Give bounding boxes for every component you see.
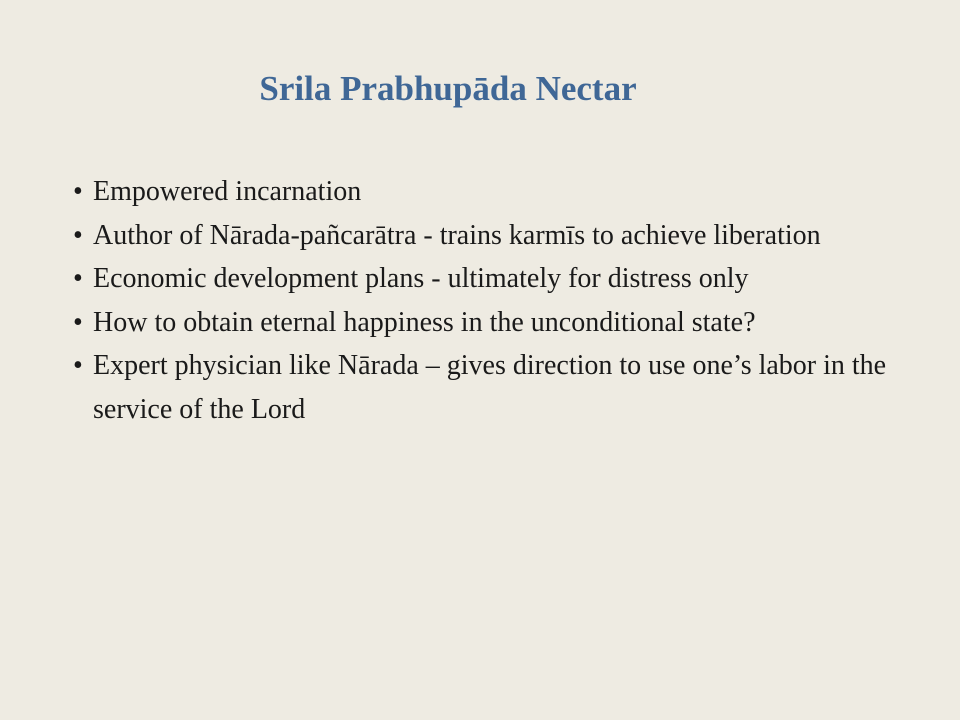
bullet-icon: • <box>73 176 83 207</box>
bullet-item <box>73 170 913 214</box>
bullet-icon: • <box>73 306 83 338</box>
bullet-list <box>73 170 913 431</box>
bullet-text: Economic development plans - ultimately for distress only <box>93 263 749 294</box>
bullet-text: Expert physician like Nārada – gives direction to use one’s labor in the service of the Lord <box>93 350 887 425</box>
bullet-item <box>73 344 913 431</box>
bullet-icon: • <box>73 263 83 294</box>
bullet-item <box>73 301 913 345</box>
slide-title: Srila Prabhupāda Nectar <box>259 69 637 108</box>
bullet-item <box>73 257 913 301</box>
bullet-text: Empowered incarnation <box>93 176 362 207</box>
bullet-text: How to obtain eternal happiness in the unconditional state? <box>93 306 756 338</box>
bullet-text: Author of Nārada-pañcarātra - trains karmīs to achieve liberation <box>93 219 821 251</box>
bullet-icon: • <box>73 350 83 381</box>
bullet-item <box>73 214 913 258</box>
bullet-icon: • <box>73 219 83 251</box>
